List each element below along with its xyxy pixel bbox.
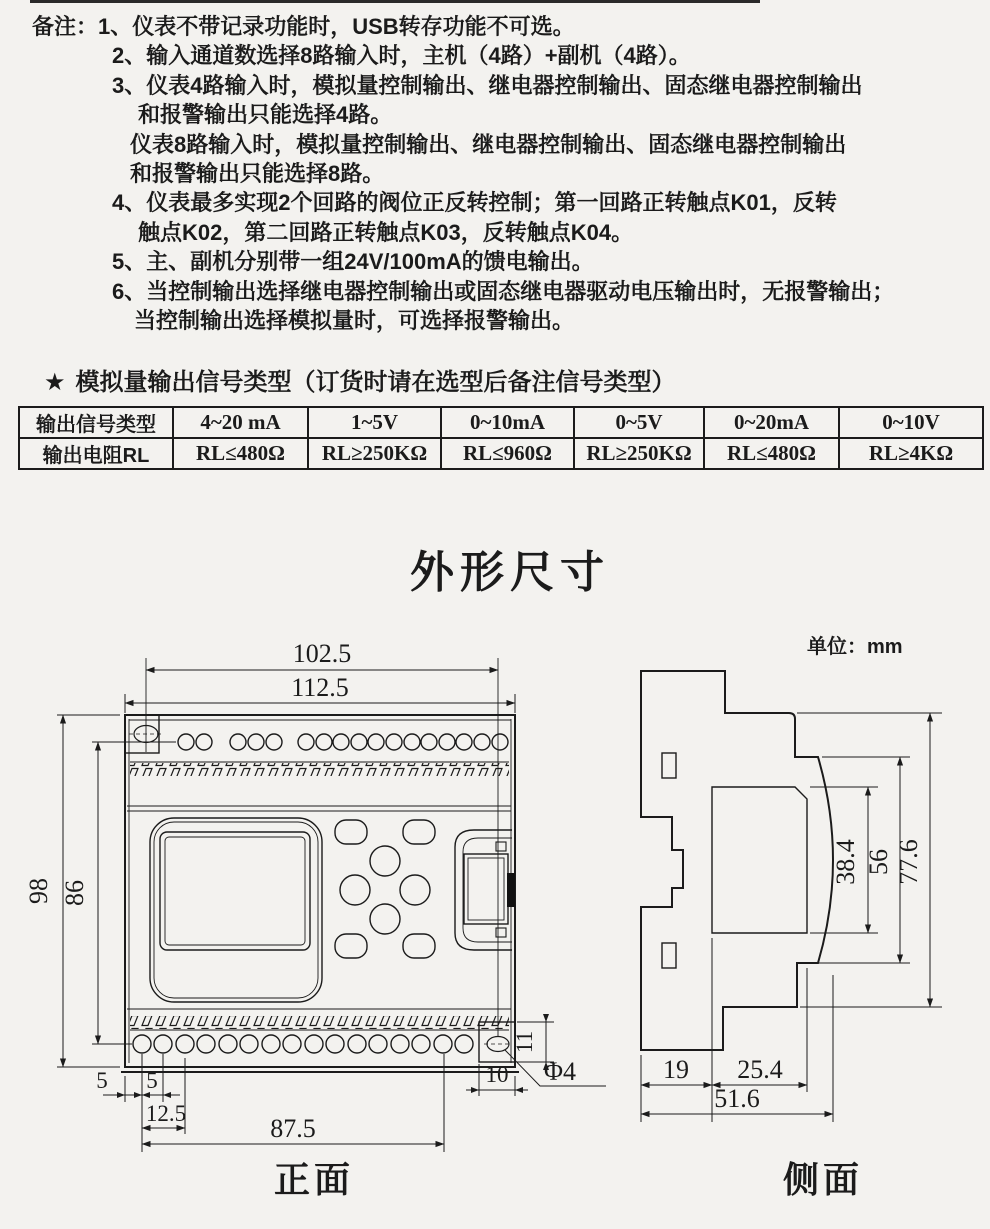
key-left — [340, 875, 370, 905]
table-cell: 0~10mA — [441, 407, 574, 438]
note-line: 和报警输出只能选择8路。 — [130, 161, 385, 187]
table-cell: 0~5V — [574, 407, 704, 438]
key-top-left — [335, 820, 367, 844]
table-cell: 4~20 mA — [173, 407, 308, 438]
note-line: 5、主、副机分别带一组24V/100mA的馈电输出。 — [112, 249, 594, 275]
dim-98: 98 — [24, 878, 53, 904]
analog-output-heading — [44, 362, 676, 397]
note-line: 3、仪表4路输入时，模拟量控制输出、继电器控制输出、固态继电器控制输出 — [112, 72, 863, 98]
front-bottom-terminals — [133, 1035, 473, 1053]
front-caption: 正面 — [273, 1159, 355, 1200]
table-cell: RL≥4KΩ — [839, 438, 983, 469]
note-line: 和报警输出只能选择4路。 — [138, 102, 393, 128]
signal-type-table — [18, 406, 984, 470]
table-cell: 0~20mA — [704, 407, 839, 438]
dim-25-4: 25.4 — [737, 1055, 783, 1084]
table-cell: 1~5V — [308, 407, 441, 438]
key-top-right — [403, 820, 435, 844]
note-line: 当控制输出选择模拟量时，可选择报警输出。 — [134, 308, 575, 334]
dimension-drawings — [0, 630, 990, 1210]
dim-112-5: 112.5 — [291, 673, 349, 702]
front-lcd-display — [150, 818, 322, 1002]
table-cell: 输出电阻RL — [19, 438, 173, 469]
table-cell: 输出信号类型 — [19, 407, 173, 438]
dim-12-5: 12.5 — [145, 1101, 187, 1126]
analog-output-heading-text: 模拟量输出信号类型（订货时请在选型后备注信号类型） — [75, 369, 676, 396]
key-down — [370, 904, 400, 934]
side-dimensions — [641, 713, 942, 1122]
previous-section-edge — [30, 0, 760, 3]
dim-5-pitch: 5 — [146, 1068, 158, 1093]
dim-phi4: Φ4 — [543, 1057, 577, 1086]
table-cell: RL≥250KΩ — [574, 438, 704, 469]
table-row — [19, 407, 983, 438]
dim-11: 11 — [512, 1030, 537, 1054]
table-cell: RL≤480Ω — [704, 438, 839, 469]
front-usb-port — [455, 830, 515, 950]
page-title: 外形尺寸 — [410, 548, 610, 597]
note-line: 6、当控制输出选择继电器控制输出或固态继电器驱动电压输出时，无报警输出； — [112, 278, 895, 304]
table-cell: RL≤960Ω — [441, 438, 574, 469]
dim-102-5: 102.5 — [292, 639, 352, 668]
notes-block — [0, 12, 990, 335]
note-line: 4、仪表最多实现2个回路的阀位正反转控制；第一回路正转触点K01，反转 — [112, 190, 837, 216]
front-top-mounting-ear — [125, 658, 163, 753]
dim-38-4: 38.4 — [831, 839, 860, 885]
front-top-terminals — [178, 734, 508, 750]
dim-87-5: 87.5 — [270, 1114, 316, 1143]
key-bottom-left — [335, 934, 367, 958]
side-body-outline — [641, 671, 833, 1050]
dim-56: 56 — [864, 849, 893, 875]
note-line: 仪表8路输入时，模拟量控制输出、继电器控制输出、固态继电器控制输出 — [130, 131, 847, 157]
note-line: 触点K02，第二回路正转触点K03，反转触点K04。 — [138, 219, 634, 245]
dim-10: 10 — [485, 1062, 509, 1087]
units-label: 单位：mm — [807, 636, 903, 658]
table-cell: RL≥250KΩ — [308, 438, 441, 469]
table-row — [19, 438, 983, 469]
dim-77-6: 77.6 — [894, 839, 923, 885]
side-view-drawing — [641, 671, 942, 1200]
dim-19: 19 — [663, 1055, 689, 1084]
note-line: 备注：1、仪表不带记录功能时，USB转存功能不可选。 — [32, 14, 575, 39]
side-caption: 侧面 — [782, 1159, 864, 1200]
front-keypad — [335, 820, 435, 958]
star-icon: ★ — [44, 369, 66, 396]
dim-51-6: 51.6 — [714, 1084, 760, 1113]
key-right — [400, 875, 430, 905]
front-view-drawing — [24, 639, 606, 1200]
key-up — [370, 846, 400, 876]
key-bottom-right — [403, 934, 435, 958]
dim-5-edge: 5 — [96, 1068, 108, 1093]
dim-86: 86 — [60, 880, 89, 906]
table-cell: RL≤480Ω — [173, 438, 308, 469]
table-cell: 0~10V — [839, 407, 983, 438]
note-line: 2、输入通道数选择8路输入时，主机（4路）+副机（4路）。 — [112, 43, 691, 69]
front-bottom-mounting-ear — [479, 658, 515, 1062]
